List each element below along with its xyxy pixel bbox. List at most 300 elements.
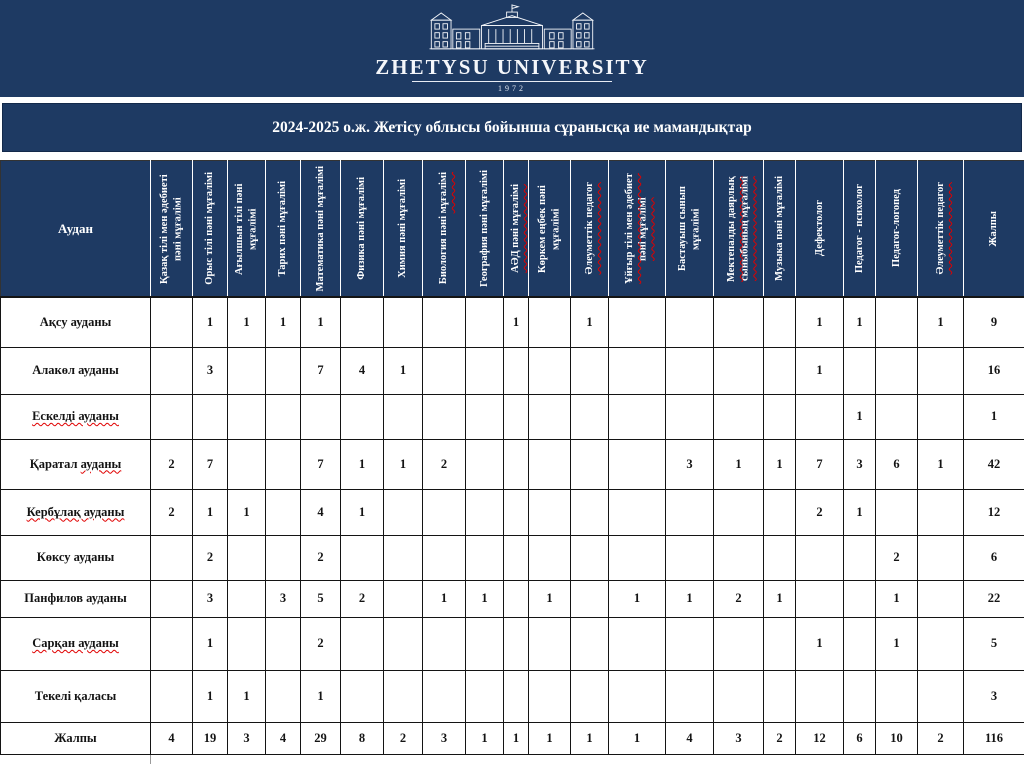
label-text: Қазақ тілі мен әдебиеті пәні мұғалімі	[159, 174, 184, 284]
separator	[0, 152, 1024, 160]
count-cell	[571, 580, 609, 617]
count-cell: 1	[844, 297, 876, 347]
count-cell: 7	[301, 439, 341, 489]
total-count-cell: 2	[384, 722, 423, 754]
count-cell: 2	[151, 489, 193, 535]
count-cell: 1	[918, 297, 964, 347]
total-count-cell: 1	[609, 722, 666, 754]
count-cell	[266, 439, 301, 489]
count-cell	[228, 439, 266, 489]
count-cell	[571, 670, 609, 722]
rotated-header-label	[623, 166, 650, 292]
rotated-header-label	[478, 170, 492, 287]
count-cell	[266, 347, 301, 394]
count-cell	[228, 617, 266, 670]
count-cell: 1	[193, 670, 228, 722]
count-cell: 1	[466, 580, 504, 617]
specialty-column-header	[844, 161, 876, 298]
count-cell: 2	[301, 535, 341, 580]
specialty-column-header	[571, 161, 609, 298]
total-count-cell: 116	[964, 722, 1024, 754]
count-cell	[341, 394, 384, 439]
count-cell: 7	[193, 439, 228, 489]
specialty-column-header	[301, 161, 341, 298]
count-cell	[666, 670, 714, 722]
label-text: Ақсу ауданы	[40, 315, 112, 329]
count-cell	[266, 535, 301, 580]
label-text: Математика пәні мұғалімі	[315, 166, 326, 291]
count-cell: 1	[876, 580, 918, 617]
count-cell: 3	[193, 580, 228, 617]
table-row	[1, 670, 1024, 722]
count-cell: 1	[193, 617, 228, 670]
count-cell	[666, 535, 714, 580]
rotated-header-label	[158, 166, 185, 292]
next-row-stub	[0, 755, 1024, 766]
district-name-cell	[1, 439, 151, 489]
count-cell	[504, 489, 529, 535]
count-cell	[151, 347, 193, 394]
count-cell: 1	[193, 489, 228, 535]
total-count-cell: 3	[714, 722, 764, 754]
totals-row	[1, 722, 1024, 754]
count-cell	[876, 670, 918, 722]
count-cell	[384, 617, 423, 670]
count-cell: 6	[964, 535, 1024, 580]
count-cell: 1	[764, 439, 796, 489]
label-text-misspelled: Ұйғыр тілі мен әдебиет пәні мұғалімі	[624, 173, 649, 284]
total-count-cell: 2	[764, 722, 796, 754]
count-cell	[918, 535, 964, 580]
specialty-column-header	[876, 161, 918, 298]
document-title: 2024-2025 о.ж. Жетісу облысы бойынша сұранысқа ие мамандықтар	[272, 119, 752, 137]
rotated-header-label	[203, 172, 217, 285]
count-cell: 3	[666, 439, 714, 489]
count-cell	[504, 535, 529, 580]
count-cell	[266, 617, 301, 670]
count-cell	[666, 394, 714, 439]
count-cell	[151, 394, 193, 439]
count-cell: 4	[301, 489, 341, 535]
label-text: Алакөл ауданы	[32, 363, 119, 377]
count-cell	[529, 394, 571, 439]
count-cell	[571, 439, 609, 489]
district-column-header: Аудан	[1, 161, 151, 298]
label-text: Жалпы	[988, 211, 999, 247]
count-cell	[466, 670, 504, 722]
rotated-header-label	[583, 182, 597, 275]
count-cell: 2	[151, 439, 193, 489]
count-cell: 2	[341, 580, 384, 617]
count-cell: 42	[964, 439, 1024, 489]
count-cell	[423, 489, 466, 535]
label-text: Физика пәні мұғалімі	[356, 177, 367, 280]
count-cell: 1	[228, 297, 266, 347]
count-cell	[918, 347, 964, 394]
table-row	[1, 439, 1024, 489]
count-cell	[341, 297, 384, 347]
count-cell: 1	[764, 580, 796, 617]
count-cell	[529, 535, 571, 580]
count-cell: 3	[193, 347, 228, 394]
specialties-demand-table	[0, 160, 1024, 755]
label-text-misspelled: Ескелді ауданы	[32, 409, 119, 423]
count-cell	[423, 617, 466, 670]
label-text: Көксу ауданы	[37, 550, 115, 564]
count-cell	[714, 617, 764, 670]
district-name-cell	[1, 394, 151, 439]
count-cell	[504, 580, 529, 617]
count-cell	[666, 347, 714, 394]
label-text: Музыка пәні мұғалімі	[774, 176, 785, 281]
count-cell	[918, 489, 964, 535]
count-cell	[529, 439, 571, 489]
count-cell: 2	[193, 535, 228, 580]
count-cell	[466, 439, 504, 489]
count-cell	[764, 347, 796, 394]
specialty-column-header	[423, 161, 466, 298]
count-cell	[609, 297, 666, 347]
label-text: Орыс тілі пәні мұғалімі	[204, 172, 215, 285]
total-count-cell: 1	[571, 722, 609, 754]
rotated-header-label	[890, 189, 904, 267]
count-cell	[228, 580, 266, 617]
university-banner	[0, 0, 1024, 97]
specialty-column-header	[609, 161, 666, 298]
count-cell: 1	[341, 489, 384, 535]
label-text: Педагог-логопед	[891, 189, 902, 267]
count-cell	[918, 394, 964, 439]
count-cell	[466, 297, 504, 347]
count-cell: 1	[876, 617, 918, 670]
count-cell	[609, 394, 666, 439]
label-text: Химия пәні мұғалімі	[397, 179, 408, 278]
count-cell	[714, 535, 764, 580]
rotated-header-label	[314, 166, 328, 291]
count-cell	[341, 670, 384, 722]
rotated-header-label	[813, 200, 827, 256]
count-cell: 1	[796, 347, 844, 394]
count-cell	[876, 347, 918, 394]
count-cell	[423, 347, 466, 394]
label-text-misspelled: мұғалімі	[438, 172, 449, 213]
count-cell	[504, 347, 529, 394]
count-cell	[384, 535, 423, 580]
count-cell: 2	[423, 439, 466, 489]
count-cell	[714, 347, 764, 394]
count-cell: 1	[301, 670, 341, 722]
table-row	[1, 535, 1024, 580]
count-cell: 1	[228, 489, 266, 535]
label-text: Көркем еңбек пәні мұғалімі	[537, 185, 562, 273]
rotated-header-label	[676, 166, 703, 292]
rotated-header-label	[355, 177, 369, 280]
count-cell	[466, 489, 504, 535]
count-cell	[341, 535, 384, 580]
total-count-cell: 3	[423, 722, 466, 754]
count-cell	[571, 347, 609, 394]
specialty-column-header	[504, 161, 529, 298]
label-text-misspelled: Әлеуметтік педагог	[584, 182, 595, 275]
rotated-header-label	[233, 166, 260, 292]
count-cell	[714, 670, 764, 722]
count-cell	[466, 617, 504, 670]
label-text: География пәні мұғалімі	[479, 170, 490, 287]
count-cell: 2	[714, 580, 764, 617]
district-name-cell	[1, 347, 151, 394]
count-cell: 22	[964, 580, 1024, 617]
table-row	[1, 489, 1024, 535]
district-name-cell	[1, 297, 151, 347]
count-cell	[844, 535, 876, 580]
count-cell: 1	[918, 439, 964, 489]
district-name-cell	[1, 670, 151, 722]
total-count-cell: 4	[151, 722, 193, 754]
count-cell	[796, 394, 844, 439]
count-cell	[529, 617, 571, 670]
count-cell: 12	[964, 489, 1024, 535]
rotated-header-label	[276, 181, 290, 276]
totals-label-cell: Жалпы	[1, 722, 151, 754]
count-cell	[609, 535, 666, 580]
total-count-cell: 19	[193, 722, 228, 754]
count-cell: 7	[796, 439, 844, 489]
specialty-column-header	[384, 161, 423, 298]
count-cell: 1	[796, 617, 844, 670]
count-cell: 5	[301, 580, 341, 617]
specialty-column-header	[918, 161, 964, 298]
count-cell	[844, 580, 876, 617]
banner-divider	[412, 81, 612, 82]
count-cell	[466, 394, 504, 439]
rotated-header-label	[396, 179, 410, 278]
count-cell	[266, 394, 301, 439]
count-cell: 2	[796, 489, 844, 535]
count-cell: 1	[228, 670, 266, 722]
label-text: Бастауыш сынып мұғалімі	[677, 186, 702, 271]
university-building-icon	[412, 4, 612, 56]
total-count-cell: 4	[266, 722, 301, 754]
rotated-header-label	[509, 184, 523, 273]
specialty-column-header	[228, 161, 266, 298]
table-row	[1, 347, 1024, 394]
count-cell	[228, 394, 266, 439]
count-cell	[504, 439, 529, 489]
count-cell: 6	[876, 439, 918, 489]
label-text: Дефектолог	[814, 200, 825, 256]
rotated-header-label	[536, 166, 563, 292]
count-cell	[714, 394, 764, 439]
count-cell: 1	[796, 297, 844, 347]
count-cell	[876, 394, 918, 439]
table-row	[1, 580, 1024, 617]
total-count-cell: 1	[466, 722, 504, 754]
specialty-column-header	[529, 161, 571, 298]
specialty-column-header	[193, 161, 228, 298]
count-cell	[609, 347, 666, 394]
label-text: Панфилов ауданы	[24, 591, 126, 605]
rotated-header-label	[934, 182, 948, 275]
count-cell: 1	[529, 580, 571, 617]
total-count-cell: 1	[529, 722, 571, 754]
specialty-column-header	[266, 161, 301, 298]
count-cell	[423, 394, 466, 439]
count-cell	[384, 580, 423, 617]
label-text: Биология пәні	[438, 214, 449, 285]
table-row	[1, 617, 1024, 670]
count-cell	[384, 670, 423, 722]
rotated-header-label	[853, 184, 867, 273]
count-cell: 1	[714, 439, 764, 489]
count-cell	[529, 347, 571, 394]
specialty-column-header	[964, 161, 1024, 298]
district-name-cell	[1, 617, 151, 670]
count-cell	[466, 535, 504, 580]
count-cell: 1	[666, 580, 714, 617]
specialty-column-header	[466, 161, 504, 298]
specialty-column-header	[764, 161, 796, 298]
count-cell	[151, 297, 193, 347]
label-text-misspelled: Кербұлақ ауданы	[27, 505, 125, 519]
label-text: Тарих пәні мұғалімі	[277, 181, 288, 276]
total-count-cell: 12	[796, 722, 844, 754]
count-cell: 5	[964, 617, 1024, 670]
count-cell	[764, 394, 796, 439]
count-cell	[714, 297, 764, 347]
count-cell	[796, 670, 844, 722]
count-cell: 1	[384, 439, 423, 489]
university-name: ZHETYSU UNIVERSITY	[375, 57, 648, 78]
count-cell	[151, 617, 193, 670]
count-cell	[423, 535, 466, 580]
count-cell	[151, 670, 193, 722]
count-cell	[844, 617, 876, 670]
count-cell	[764, 617, 796, 670]
total-count-cell: 29	[301, 722, 341, 754]
university-founding-year: 1972	[498, 84, 526, 93]
count-cell: 2	[876, 535, 918, 580]
count-cell: 7	[301, 347, 341, 394]
count-cell	[609, 670, 666, 722]
count-cell	[764, 535, 796, 580]
label-text-misspelled: АӘД пәні мұғалімі	[510, 184, 521, 273]
count-cell: 1	[571, 297, 609, 347]
district-name-cell	[1, 580, 151, 617]
district-name-cell	[1, 489, 151, 535]
count-cell	[666, 617, 714, 670]
count-cell	[609, 617, 666, 670]
count-cell: 1	[341, 439, 384, 489]
count-cell	[466, 347, 504, 394]
count-cell	[529, 670, 571, 722]
count-cell: 9	[964, 297, 1024, 347]
count-cell: 3	[266, 580, 301, 617]
table-row	[1, 297, 1024, 347]
count-cell	[764, 670, 796, 722]
label-text-misspelled: Сарқан ауданы	[32, 636, 119, 650]
label-text: Педагог - психолог	[854, 184, 865, 273]
count-cell	[764, 489, 796, 535]
count-cell: 3	[964, 670, 1024, 722]
label-text-misspelled: ауданы	[81, 457, 122, 471]
count-cell	[571, 535, 609, 580]
label-text-misspelled: Әлеуметтік педагог	[935, 182, 946, 275]
count-cell	[228, 347, 266, 394]
count-cell: 1	[266, 297, 301, 347]
count-cell: 4	[341, 347, 384, 394]
count-cell	[844, 670, 876, 722]
district-name-cell	[1, 535, 151, 580]
count-cell	[423, 297, 466, 347]
total-count-cell: 6	[844, 722, 876, 754]
label-text: Текелі қаласы	[35, 689, 117, 703]
rotated-header-label	[725, 166, 752, 292]
count-cell	[504, 670, 529, 722]
count-cell	[796, 535, 844, 580]
count-cell	[844, 347, 876, 394]
count-cell	[918, 617, 964, 670]
table-header-row	[1, 161, 1024, 298]
count-cell	[266, 670, 301, 722]
specialty-column-header	[796, 161, 844, 298]
count-cell: 3	[844, 439, 876, 489]
count-cell	[504, 617, 529, 670]
count-cell	[876, 489, 918, 535]
rotated-header-label	[437, 172, 451, 284]
specialty-column-header	[666, 161, 714, 298]
count-cell	[384, 297, 423, 347]
count-cell	[764, 297, 796, 347]
count-cell: 16	[964, 347, 1024, 394]
table-row	[1, 394, 1024, 439]
count-cell	[384, 394, 423, 439]
count-cell	[571, 489, 609, 535]
count-cell	[796, 580, 844, 617]
specialty-column-header	[151, 161, 193, 298]
total-count-cell: 2	[918, 722, 964, 754]
count-cell	[151, 535, 193, 580]
count-cell	[384, 489, 423, 535]
total-count-cell: 4	[666, 722, 714, 754]
count-cell	[876, 297, 918, 347]
count-cell: 1	[844, 489, 876, 535]
count-cell: 1	[384, 347, 423, 394]
count-cell: 1	[964, 394, 1024, 439]
count-cell	[228, 535, 266, 580]
count-cell	[571, 394, 609, 439]
count-cell	[918, 670, 964, 722]
rotated-header-label	[773, 176, 787, 281]
count-cell	[609, 489, 666, 535]
label-text-misspelled: Мектепалды даярлық сыныбының мұғалімі	[726, 176, 751, 282]
count-cell: 2	[301, 617, 341, 670]
rotated-header-label	[987, 211, 1001, 247]
count-cell: 1	[423, 580, 466, 617]
count-cell	[151, 580, 193, 617]
count-cell	[341, 617, 384, 670]
document-title-bar	[2, 103, 1022, 152]
count-cell: 1	[193, 297, 228, 347]
label-text: Қаратал	[30, 457, 81, 471]
count-cell	[423, 670, 466, 722]
total-count-cell: 1	[504, 722, 529, 754]
total-count-cell: 10	[876, 722, 918, 754]
count-cell	[666, 297, 714, 347]
count-cell	[529, 297, 571, 347]
count-cell	[714, 489, 764, 535]
count-cell	[918, 580, 964, 617]
total-count-cell: 8	[341, 722, 384, 754]
